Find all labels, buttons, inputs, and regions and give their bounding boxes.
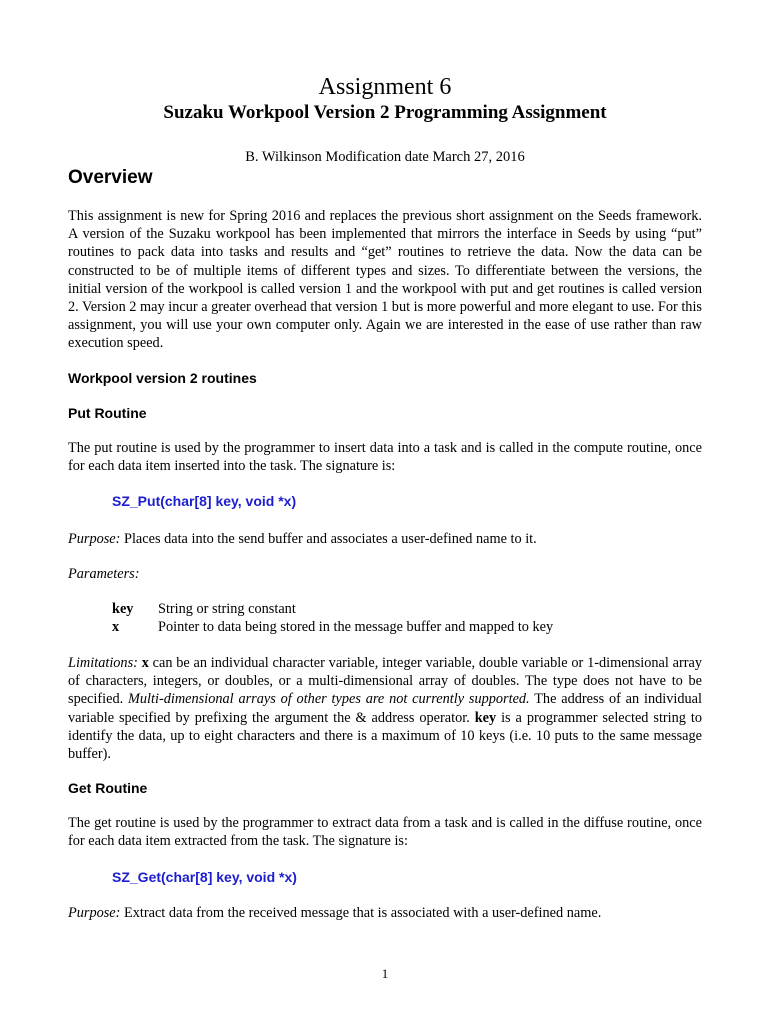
page-number: 1 bbox=[381, 966, 389, 981]
routines-heading: Workpool version 2 routines bbox=[68, 370, 257, 386]
param-desc: Pointer to data being stored in the message buffer and mapped to key bbox=[158, 619, 554, 635]
limitations-label: Limitations: bbox=[68, 655, 138, 671]
limitations-text-1: can be an individual character variable, integer variable, double variable or 1-dimensional array of characters, integers, or doubles, or a multi-dimensional array of doubles. The type does not have to be specified. bbox=[68, 655, 703, 708]
put-purpose bbox=[68, 530, 702, 548]
get-purpose bbox=[68, 904, 702, 922]
document-subtitle: Suzaku Workpool Version 2 Programming Assignment bbox=[163, 102, 607, 123]
param-desc: String or string constant bbox=[158, 601, 296, 617]
get-purpose-text: Extract data from the received message that is associated with a user-defined name. bbox=[120, 905, 602, 921]
get-routine-heading: Get Routine bbox=[68, 780, 148, 796]
get-purpose-label: Purpose: bbox=[68, 905, 121, 921]
get-signature: SZ_Get(char[8] key, void *x) bbox=[112, 869, 297, 885]
limitations-paragraph bbox=[68, 654, 702, 763]
parameters-label: Parameters: bbox=[68, 566, 140, 582]
param-row-x bbox=[112, 618, 553, 636]
get-routine-intro: The get routine is used by the programmer to extract data from a task and is called in the diffuse routine, once for each data item extracted from the task. The signature is: bbox=[68, 815, 702, 850]
overview-paragraph: This assignment is new for Spring 2016 and replaces the previous short assignment on the Seeds framework. A version of the Suzaku workpool has been implemented that mirrors the interface in Seeds by using “put” routines to pack data into tasks and results and “get” routines to retrieve the data. Now the data can be constructed to be of multiple items of different types and sizes. To differentiate between the versions, the initial version of the workpool is called version 1 and the workpool with put and get routines is called version 2. Version 2 may incur a greater overhead that version 1 but is more powerful and more elegant to use. For this assignment, you will use your own computer only. Again we are interested in the ease of use rather than raw execution speed. bbox=[68, 208, 702, 352]
limitations-text-3: is a programmer selected string to identify the data, up to eight characters and there is a maximum of 10 keys (i.e. 10 puts to the same message buffer). bbox=[68, 709, 702, 763]
overview-heading: Overview bbox=[68, 167, 153, 188]
document-title: Assignment 6 bbox=[318, 74, 452, 100]
author-byline: B. Wilkinson Modification date March 27, 2016 bbox=[245, 149, 525, 165]
param-name: x bbox=[112, 619, 120, 635]
limitations-text-2: The address of an individual variable specified by prefixing the argument the & address operator. bbox=[68, 691, 702, 726]
param-name: key bbox=[112, 601, 134, 617]
put-routine-heading: Put Routine bbox=[68, 405, 147, 421]
put-signature: SZ_Put(char[8] key, void *x) bbox=[112, 493, 297, 509]
put-purpose-text: Places data into the send buffer and associates a user-defined name to it. bbox=[120, 531, 537, 547]
limitations-italic-note: Multi-dimensional arrays of other types are not currently supported. bbox=[128, 691, 530, 708]
limitations-var-key: key bbox=[474, 709, 497, 726]
put-routine-intro: The put routine is used by the programmer to insert data into a task and is called in the compute routine, once for each data item inserted into the task. The signature is: bbox=[68, 440, 702, 475]
limitations-var-x: x bbox=[141, 655, 149, 671]
param-row-key bbox=[112, 600, 296, 618]
put-purpose-label: Purpose: bbox=[68, 531, 121, 547]
